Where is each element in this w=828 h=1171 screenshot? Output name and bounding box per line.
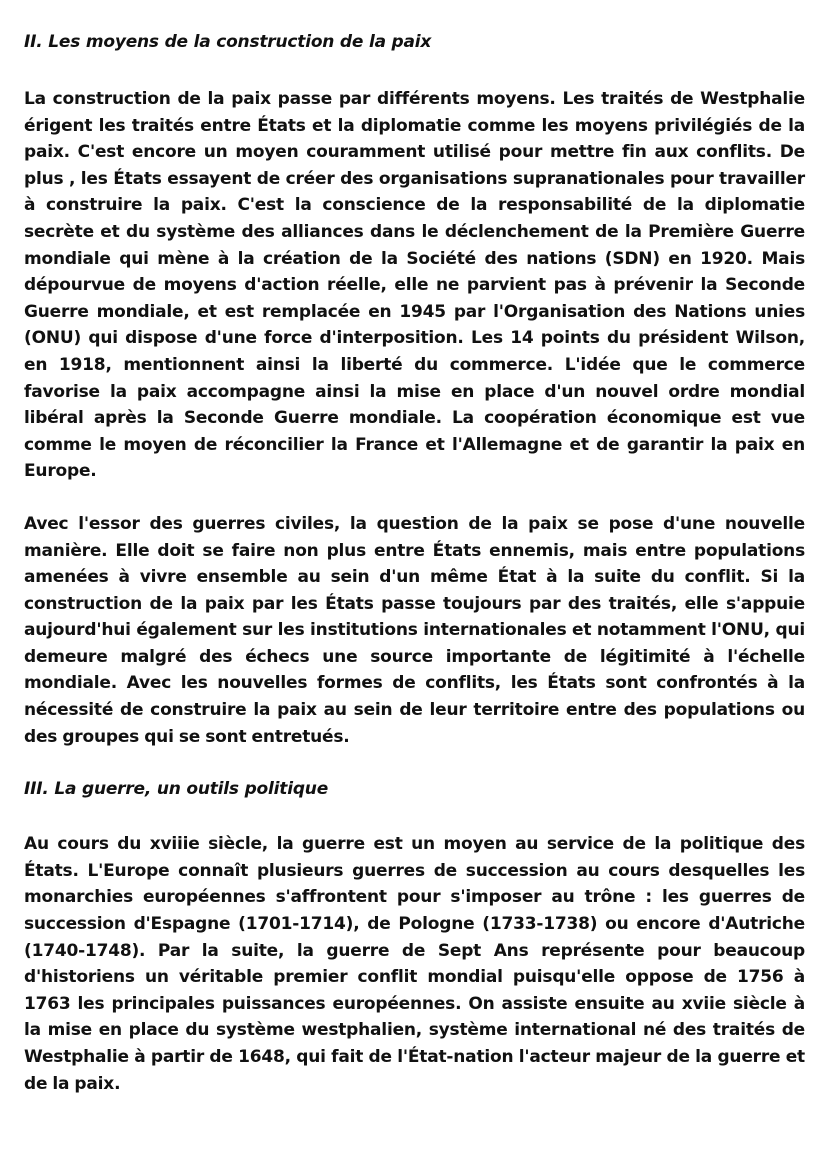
section-3-heading: III. La guerre, un outils politique [24, 779, 329, 800]
section-2-paragraph-2: Avec l'essor des guerres civiles, la question de la paix se pose d'une nouvelle manière. Elle doit se faire non plus entre États ennemis, mais entre populations amenées à vivre ensemble au sein d'un même État à la suite du conflit. Si la construction de la paix par les États passe toujours par des traités, elle s'appuie aujourd'hui également sur les institutions internationales et notamment l'ONU, qui demeure malgré des échecs une source importante de légitimité à l'échelle mondiale. Avec les nouvelles formes de conflits, les États sont confrontés à la nécessité de construire la paix au sein de leur territoire entre des populations ou des groupes qui se sont entretués. [24, 513, 805, 747]
section-2-paragraph-1: La construction de la paix passe par différents moyens. Les traités de Westphalie érigent les traités entre États et la diplomatie comme les moyens privilégiés de la paix. C'est encore un moyen couramment utilisé pour mettre fin aux conflits. De plus , les États essayent de créer des organisations supranationales pour travailler à construire la paix. C'est la conscience de la responsabilité de la diplomatie secrète et du système des alliances dans le déclenchement de la Première Guerre mondiale qui mène à la création de la Société des nations (SDN) en 1920. Mais dépourvue de moyens d'action réelle, elle ne parvient pas à prévenir la Seconde Guerre mondiale, et est remplacée en 1945 par l'Organisation des Nations unies (ONU) qui dispose d'une force d'interposition. Les 14 points du président Wilson, en 1918, mentionnent ainsi la liberté du commerce. L'idée que le commerce favorise la paix accompagne ainsi la mise en place d'un nouvel ordre mondial libéral après la Seconde Guerre mondiale. La coopération économique est vue comme le moyen de réconcilier la France et l'Allemagne et de garantir la paix en Europe. [24, 89, 805, 482]
section-2-heading: II. Les moyens de la construction de la paix [24, 32, 432, 52]
document-page [24, 30, 805, 1097]
section-3-paragraph-1: Au cours du xviiie siècle, la guerre est un moyen au service de la politique des États. L'Europe connaît plusieurs guerres de succession au cours desquelles les monarchies européennes s'affrontent pour s'imposer au trône : les guerres de succession d'Espagne (1701-1714), de Pologne (1733-1738) ou encore d'Autriche (1740-1748). Par la suite, la guerre de Sept Ans représente pour beaucoup d'historiens un véritable premier conflit mondial puisqu'elle oppose de 1756 à 1763 les principales puissances européennes. On assiste ensuite au xviie siècle à la mise en place du système westphalien, système international né des traités de Westphalie à partir de 1648, qui fait de l'État-nation l'acteur majeur de la guerre et de la paix. [24, 834, 805, 1094]
